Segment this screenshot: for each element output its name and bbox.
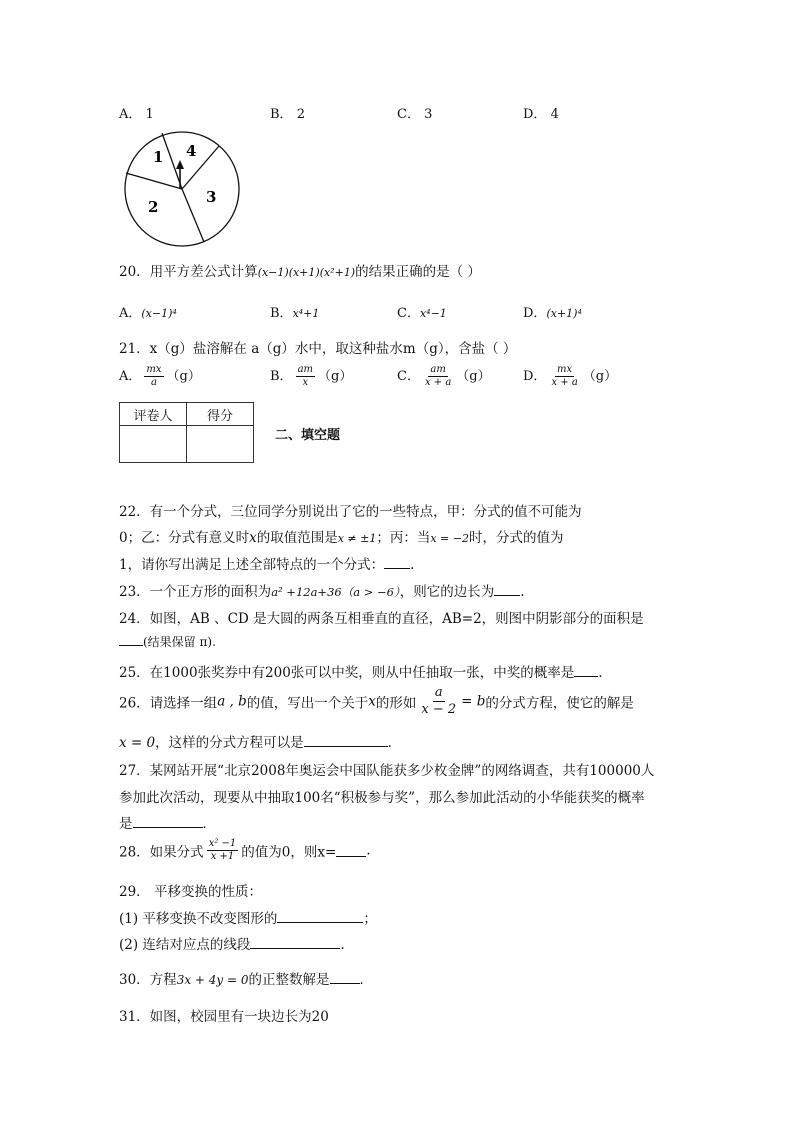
spinner-divider-1: [162, 133, 182, 189]
spinner-label-3: 3: [206, 188, 217, 206]
answer-blank[interactable]: [250, 936, 340, 949]
question-22-line-1: 22．有一个分式，三位同学分别说出了它的一些特点，甲：分式的值不可能为: [119, 504, 582, 520]
question-27-line-2: 参加此次活动，现要从中抽取100名“积极参与奖”，那么参加此活动的小华能获奖的概率: [119, 790, 645, 806]
question-30: 30．方程3x + 4y = 0的正整数解是 ．: [119, 972, 374, 988]
question-27-line-1: 27．某网站开展“北京2008年奥运会中国队能获多少枚金牌”的网络调查，共有100000人: [119, 763, 655, 779]
question-29-title: 29． 平移变换的性质：: [119, 884, 262, 900]
question-20: 20．用平方差公式计算(x−1)(x+1)(x²+1)的结果正确的是（ ）: [119, 264, 481, 280]
question-27-line-3: 是 ．: [119, 816, 216, 832]
question-22-line-2: 0；乙：分式有意义时x的取值范围是x ≠ ±1；丙：当x = −2时，分式的值为: [119, 530, 564, 546]
question-24-line-2: (结果保留 π).: [119, 633, 216, 650]
question-29-item-1: (1) 平移变换不改变图形的 ；: [119, 911, 377, 927]
answer-blank[interactable]: [277, 910, 363, 923]
question-31: 31．如图，校园里有一块边长为20: [119, 1009, 329, 1025]
q21-option-c: C． $\frac{am}{x + a}$ （g）: [397, 364, 491, 388]
question-25: 25．在1000张奖券中有200张可以中奖，则从中任抽取一张，中奖的概率是 ．: [119, 665, 612, 681]
spinner-label-4: 4: [186, 142, 197, 160]
question-29-item-2: (2) 连结对应点的线段 .: [119, 937, 345, 953]
spinner-label-2: 2: [148, 198, 159, 216]
section-title: 二、填空题: [275, 428, 341, 443]
answer-blank[interactable]: [304, 734, 388, 747]
q20-option-d: D．(x+1)⁴: [523, 306, 582, 321]
q20-option-a: A．(x−1)⁴: [119, 306, 177, 321]
spinner-divider-4: [182, 189, 204, 242]
question-26-line-1: 26．请选择一组a , b的值，写出一个关于x的形如 $\frac{a}{x - 2}$ = b的分式方程，使它的解是: [119, 685, 634, 717]
answer-blank[interactable]: [119, 633, 143, 646]
answer-blank[interactable]: [384, 556, 410, 569]
question-24-line-1: 24．如图，AB 、CD 是大圆的两条互相垂直的直径，AB=2，则图中阴影部分的面积是: [119, 611, 644, 627]
question-28: 28．如果分式 $\frac{\text{x² −1}}{x +1}$ 的值为0，则x= .: [119, 838, 371, 862]
question-23: 23．一个正方形的面积为a² +12a+36（a > −6），则它的边长为 .: [119, 584, 525, 600]
answer-blank[interactable]: [336, 844, 366, 857]
spinner-figure: [120, 130, 245, 250]
spinner-arrowhead: [176, 160, 184, 169]
q20-option-b: B．x⁴+1: [270, 306, 320, 321]
spinner-label-1: 1: [153, 148, 164, 166]
q20-option-c: C．x⁴−1: [397, 306, 447, 321]
q21-option-a: A． $\frac{mx}{a}$ （g）: [119, 364, 201, 388]
q21-option-b: B． $\frac{am}{x}$ （g）: [270, 364, 353, 388]
question-26-line-2: x = 0，这样的分式方程可以是 ．: [119, 735, 402, 751]
option-d: D． 4: [523, 107, 559, 122]
answer-blank[interactable]: [574, 664, 598, 677]
option-c: C． 3: [397, 107, 433, 122]
answer-blank[interactable]: [133, 815, 203, 828]
score-cell[interactable]: [187, 426, 254, 463]
option-a: A． 1: [119, 107, 154, 122]
q21-option-d: D． $\frac{mx}{x + a}$ （g）: [523, 364, 618, 388]
score-header: 得分: [187, 403, 254, 426]
answer-blank[interactable]: [330, 971, 360, 984]
option-b: B． 2: [270, 107, 305, 122]
grader-header: 评卷人: [120, 403, 187, 426]
spinner-divider-3: [126, 173, 182, 189]
question-22-line-3: 1，请你写出满足上述全部特点的一个分式： .: [119, 557, 415, 573]
grader-cell[interactable]: [120, 426, 187, 463]
answer-blank[interactable]: [494, 583, 520, 596]
grader-table: [119, 402, 254, 463]
question-21: 21．x（g）盐溶解在 a（g）水中，取这种盐水m（g），含盐（ ）: [119, 341, 517, 357]
